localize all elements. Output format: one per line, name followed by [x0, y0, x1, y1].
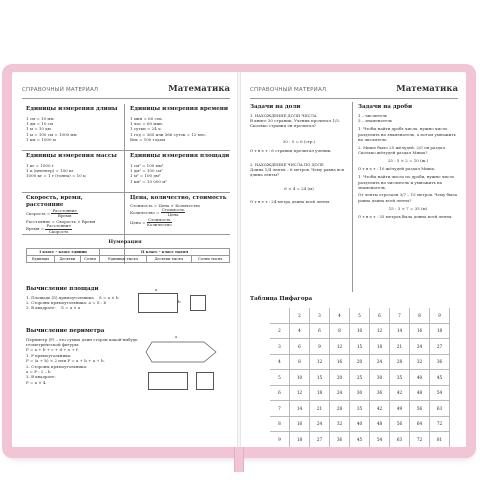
shape-label-b: b: [178, 299, 181, 304]
length-units-block: [26, 106, 122, 143]
pythagoras-cell: 49: [390, 401, 410, 417]
pythagoras-cell: 5: [350, 308, 370, 323]
pythagoras-cell: 15: [350, 339, 370, 355]
pythagoras-cell: 16: [290, 416, 310, 432]
pythagoras-cell: 12: [290, 385, 310, 401]
pythagoras-cell: 30: [370, 370, 390, 386]
fraction-expression4: 15 : 3 × 7 = 35 (м): [388, 206, 428, 212]
pythagoras-cell: 6: [290, 339, 310, 355]
length-line: 1 см = 10 мм: [26, 115, 54, 121]
class-thousands-header: II класс – класс тысяч: [100, 249, 230, 256]
fraction-answer4: О т в е т : 35 метров была длина всей ленты.: [358, 213, 453, 219]
pythagoras-cell: 4: [290, 323, 310, 339]
pythagoras-cell: 36: [430, 354, 450, 370]
share-expression1: 30 : 5 = 6 (стр.): [282, 138, 316, 144]
numeration-col: Сотни тысяч: [191, 256, 229, 263]
header-section-label: СПРАВОЧНЫЙ МАТЕРИАЛ: [250, 87, 327, 93]
frac-numerator: Стоимость: [161, 206, 185, 212]
pythagoras-cell: 48: [410, 385, 430, 401]
pythagoras-cell: 12: [330, 339, 350, 355]
pythagoras-cell: 28: [330, 401, 350, 417]
perimeter-line: Периметр (P) – это сумма длин сторон какой-нибудь геометрической фигуры:: [26, 336, 138, 347]
share-answer2: О т в е т : 24 метра длина всей ленты.: [250, 199, 331, 205]
left-page-header: [22, 86, 230, 99]
pythagoras-cell: 6: [310, 323, 330, 339]
pythagoras-cell: 40: [410, 370, 430, 386]
time-line: 1 год = 365 или 366 суток = 12 мес.: [130, 131, 207, 137]
pythagoras-cell: 6: [270, 385, 290, 401]
fraction-rule1: 1. Чтобы найти дробь числа, нужно число разделить на знаменатель, а потом умножить на числитель.: [358, 126, 456, 143]
share-problem2: Длина 1/4 ленты – 6 метров. Чему равна вся длина ленты?: [250, 166, 345, 178]
pythagoras-row: [270, 323, 450, 339]
perimeter-line: 3. В квадрате:: [26, 374, 56, 380]
numeration-col: Десятки тысяч: [146, 256, 191, 263]
pythagoras-cell: 2: [270, 323, 290, 339]
area-units-block: [130, 153, 230, 184]
perimeter-line: 1. Р прямоугольника:: [26, 352, 72, 358]
pythagoras-cell: 24: [310, 416, 330, 432]
pythagoras-cell: 8: [330, 323, 350, 339]
pythagoras-row: [270, 308, 450, 323]
pythagoras-cell: 32: [410, 354, 430, 370]
frac-numerator: Расстояние: [46, 223, 71, 229]
header-subject-title: Математика: [168, 84, 230, 94]
area-line: 1 см² = 100 мм²: [130, 162, 164, 168]
pythagoras-cell: 4: [270, 354, 290, 370]
pythagoras-cell: 27: [430, 339, 450, 355]
pythagoras-cell: 7: [270, 401, 290, 417]
pythagoras-cell: 35: [390, 370, 410, 386]
frac-denominator: Скорость: [48, 228, 69, 234]
area-units-title: Единицы измерения площади: [130, 153, 230, 159]
area-calc-line: 2. Стороны прямоугольника: a = S : b: [26, 299, 107, 305]
fraction-tasks-title: Задачи на дроби: [358, 104, 413, 110]
time-units-title: Единицы измерения времени: [130, 106, 229, 112]
pythagoras-cell: 9: [310, 339, 330, 355]
frac-denominator: Количество: [146, 222, 172, 228]
pythagoras-cell: 40: [350, 416, 370, 432]
length-line: 1 м = 100 см = 1000 мм: [26, 131, 77, 137]
pythagoras-cell: 72: [410, 432, 430, 447]
price-block: [130, 195, 230, 228]
pythagoras-row: [270, 432, 450, 447]
pythagoras-cell: 24: [370, 354, 390, 370]
length-units-title: Единицы измерения длины: [26, 106, 118, 112]
pythagoras-cell: 42: [370, 401, 390, 417]
length-line: 1 км = 1000 м: [26, 137, 56, 143]
pythagoras-cell: 10: [290, 370, 310, 386]
left-page: [12, 72, 238, 447]
mass-line: 1000 кг = 1 т (тонна) = 10 ц: [26, 173, 86, 179]
pythagoras-cell: 7: [390, 308, 410, 323]
pythagoras-cell: 18: [290, 432, 310, 447]
price-formula-label: Цена =: [130, 219, 146, 225]
pythagoras-cell: 48: [370, 416, 390, 432]
pythagoras-cell: 9: [430, 308, 450, 323]
pythagoras-cell: 18: [430, 323, 450, 339]
pythagoras-cell: 32: [330, 416, 350, 432]
right-page: [240, 72, 466, 447]
pythagoras-cell: 20: [350, 354, 370, 370]
fraction-numerator-note: 1 – числитель: [358, 112, 388, 118]
numeration-col: Десятки: [54, 256, 80, 263]
pythagoras-cell: 4: [330, 308, 350, 323]
perimeter-rectangle: [148, 372, 188, 390]
speed-title: Скорость, время, расстояние: [26, 195, 83, 208]
pythagoras-cell: 36: [370, 385, 390, 401]
time-line: 1 час = 60 мин.: [130, 120, 164, 126]
share-tasks-block: [250, 104, 348, 205]
divider: [352, 102, 353, 292]
square-area-formula: S = a × a: [61, 305, 81, 311]
cost-formula: Стоимость = Цена × Количество: [130, 202, 201, 208]
pythagoras-cell: 24: [330, 385, 350, 401]
pythagoras-cell: 81: [430, 432, 450, 447]
pythagoras-cell: 56: [410, 401, 430, 417]
share-answer1: О т в е т : 6 страниц прочитал ученик.: [250, 148, 332, 154]
pythagoras-cell: 18: [370, 339, 390, 355]
fraction-problem2: 2. Мише было 25 жёлудей. 2/5 он раздал. Сколько жёлудей раздал Миша?: [358, 144, 447, 155]
perimeter-square: [196, 372, 214, 390]
pythagoras-cell: 54: [370, 432, 390, 447]
frac-numerator: Стоимость: [147, 216, 171, 222]
share-tasks-title: Задачи на доли: [250, 104, 301, 110]
hexagon-figure: [144, 338, 224, 366]
numeration-col: Единицы тысяч: [100, 256, 147, 263]
area-line: 1 км² = 10 000 м²: [130, 178, 167, 184]
mass-units-title: Единицы измерения массы: [26, 153, 117, 159]
pythagoras-cell: 45: [430, 370, 450, 386]
pythagoras-cell: 63: [430, 401, 450, 417]
pythagoras-cell: 14: [390, 323, 410, 339]
pythagoras-cell: 8: [270, 416, 290, 432]
right-page-header: [250, 86, 458, 99]
price-title: Цена, количество, стоимость: [130, 195, 227, 201]
share-sub1: 1. НАХОЖДЕНИЕ ДОЛИ ЧИСЛА: [250, 112, 317, 118]
fraction-denominator-note: 5 – знаменатель: [358, 117, 393, 123]
pythagoras-cell: 54: [430, 385, 450, 401]
pythagoras-cell: 21: [310, 401, 330, 417]
pythagoras-cell: 45: [350, 432, 370, 447]
pythagoras-cell: 12: [370, 323, 390, 339]
hexagon-label: a: [175, 335, 178, 339]
pythagoras-row: [270, 339, 450, 355]
numeration-col: Единицы: [27, 256, 55, 263]
length-line: 1 м = 10 дм: [26, 126, 51, 132]
pythagoras-table: [270, 308, 450, 447]
divider: [22, 150, 230, 151]
pythagoras-cell: 6: [370, 308, 390, 323]
pythagoras-row: [270, 354, 450, 370]
numeration-col: Сотни: [80, 256, 99, 263]
frac-numerator: Расстояние: [52, 208, 77, 213]
shape-label-a: a: [155, 287, 158, 292]
pythagoras-row: [270, 416, 450, 432]
area-calc-line: 1. Площадь (S) прямоугольника: [26, 294, 94, 300]
notebook-spread: [12, 72, 466, 447]
pythagoras-cell: 14: [290, 401, 310, 417]
fraction-expression2: 25 : 5 × 2 = 10 (ж.): [387, 158, 429, 164]
share-expression2: 6 × 4 = 24 (м): [284, 185, 314, 191]
pythagoras-cell: 63: [390, 432, 410, 447]
pythagoras-cell: 30: [350, 385, 370, 401]
mass-units-block: [26, 153, 122, 179]
pythagoras-cell: 2: [290, 308, 310, 323]
fraction-tasks-block: [358, 104, 458, 219]
pythagoras-cell: [270, 308, 290, 323]
pythagoras-row: [270, 385, 450, 401]
numeration-table: [26, 248, 230, 263]
pythagoras-cell: 8: [410, 308, 430, 323]
pythagoras-cell: 36: [330, 432, 350, 447]
distance-formula: Расстояние = Скорость × Время: [26, 218, 96, 224]
pythagoras-cell: 18: [310, 385, 330, 401]
class-units-header: I класс – класс единиц: [27, 249, 100, 256]
fraction-answer2: О т в е т : 10 жёлудей раздал Миша.: [358, 165, 436, 171]
time-line: 1 сутки = 24 ч.: [130, 126, 162, 132]
pythagoras-cell: 27: [310, 432, 330, 447]
divider: [22, 234, 230, 235]
area-calc-title: Вычисление площади: [26, 286, 99, 292]
header-section-label: СПРАВОЧНЫЙ МАТЕРИАЛ: [22, 87, 99, 93]
share-problem1: В книге 30 страниц. Ученик прочитал 1/5. Сколько страниц он прочитал?: [250, 117, 341, 129]
pythagoras-cell: 15: [310, 370, 330, 386]
pythagoras-cell: 72: [430, 416, 450, 432]
pythagoras-cell: 3: [310, 308, 330, 323]
pythagoras-cell: 16: [410, 323, 430, 339]
area-calc-block: [26, 286, 136, 311]
perimeter-line: a = P : 2 – b: [26, 368, 51, 374]
pythagoras-row: [270, 370, 450, 386]
pythagoras-cell: 12: [310, 354, 330, 370]
share-sub2: 2. НАХОЖДЕНИЕ ЧИСЛА ПО ДОЛЕ: [250, 161, 324, 167]
perimeter-line: P = a + b + c + d + e + f.: [26, 347, 79, 353]
pythagoras-cell: 28: [390, 354, 410, 370]
area-line: 1 м² = 100 дм²: [130, 173, 161, 179]
time-formula-label: Время =: [26, 226, 45, 232]
pythagoras-cell: 24: [410, 339, 430, 355]
mass-line: 1 ц (центнер) = 100 кг: [26, 167, 74, 173]
square-shape: [190, 295, 206, 311]
pythagoras-title: Таблица Пифагора: [250, 296, 313, 302]
mass-line: 1 кг = 1000 г: [26, 162, 54, 168]
numeration-title: Нумерация: [108, 239, 142, 245]
header-subject-title: Математика: [396, 84, 458, 94]
pythagoras-cell: 35: [350, 401, 370, 417]
frac-denominator: Время: [57, 213, 72, 219]
speed-formula-label: Скорость =: [26, 210, 51, 216]
fraction-problem4: От ленты отрезали 3/7 – 15 метров. Чему была равна длина всей ленты?: [358, 192, 458, 203]
pythagoras-cell: 20: [330, 370, 350, 386]
pythagoras-cell: 9: [270, 432, 290, 447]
pythagoras-cell: 25: [350, 370, 370, 386]
divider: [22, 192, 230, 193]
perimeter-title: Вычисление периметра: [26, 328, 105, 334]
pythagoras-cell: 5: [270, 370, 290, 386]
quantity-formula-label: Количество =: [130, 209, 160, 215]
pythagoras-cell: 10: [350, 323, 370, 339]
pythagoras-cell: 21: [390, 339, 410, 355]
area-calc-line: 3. В квадрате:: [26, 305, 56, 311]
speed-block: [26, 195, 122, 234]
area-formula: S = a × b: [99, 294, 119, 300]
pythagoras-cell: 8: [290, 354, 310, 370]
pythagoras-cell: 56: [390, 416, 410, 432]
pythagoras-cell: 3: [270, 339, 290, 355]
rectangle-shape: [138, 293, 178, 313]
pythagoras-cell: 64: [410, 416, 430, 432]
perimeter-line: P = (a + b) × 2 или Р = a + b + a + b.: [26, 358, 105, 364]
perimeter-line: P = a × 4.: [26, 379, 47, 385]
perimeter-block: [26, 328, 138, 385]
time-line: Век = 100 годам: [130, 137, 166, 143]
area-line: 1 дм² = 100 см²: [130, 167, 163, 173]
pythagoras-cell: 16: [330, 354, 350, 370]
pythagoras-row: [270, 401, 450, 417]
pythagoras-cell: 42: [390, 385, 410, 401]
time-units-block: [130, 106, 230, 143]
frac-denominator: Цена: [167, 212, 179, 218]
fraction-rule3: 1. Чтобы найти число по дроби, нужно число разделить на числитель и умножить на знаменатель.: [358, 174, 455, 190]
length-line: 1 дм = 10 см: [26, 120, 53, 126]
time-line: 1 мин = 60 сек.: [130, 115, 163, 121]
perimeter-line: 2. Стороны прямоугольника:: [26, 363, 88, 369]
